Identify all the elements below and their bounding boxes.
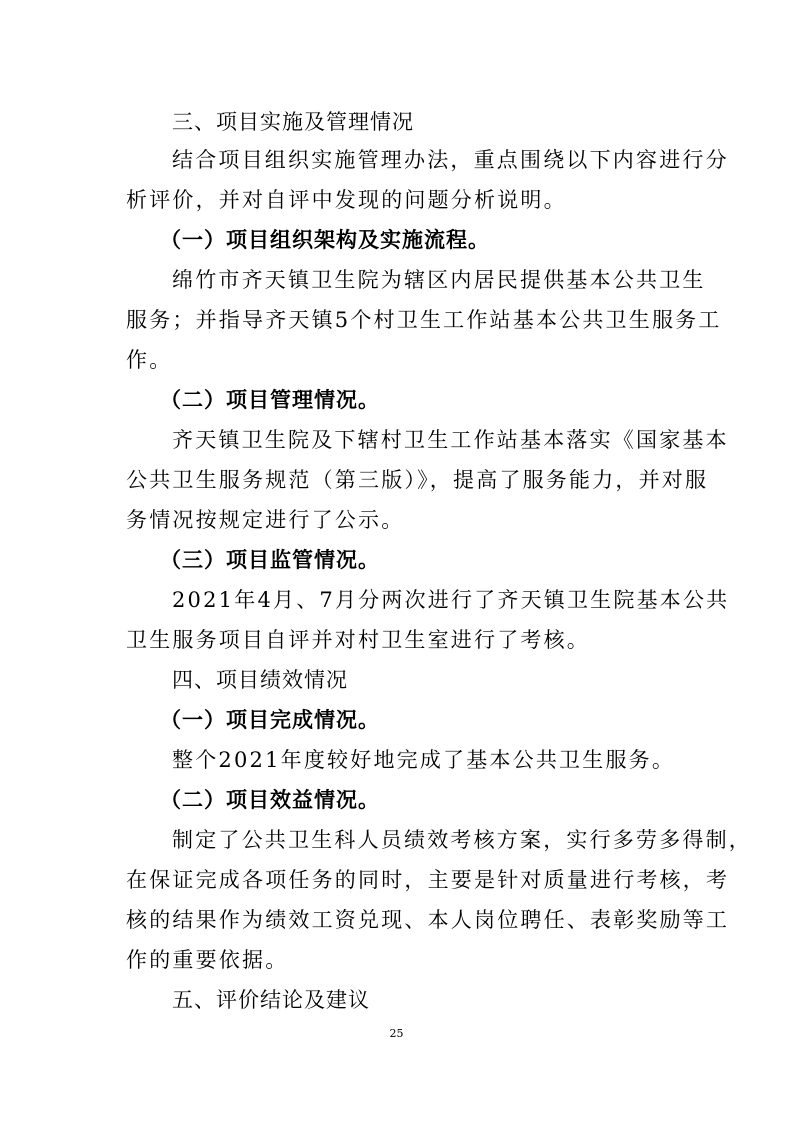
page-number: 25	[389, 1027, 404, 1040]
paragraph-line: 服务；并指导齐天镇5个村卫生工作站基本公共卫生服务工	[126, 308, 722, 332]
paragraph-line: 制定了公共卫生科人员绩效考核方案，实行多劳多得制，	[172, 828, 752, 852]
subsection-heading: （一）项目组织架构及实施流程。	[160, 228, 490, 252]
paragraph-line: 核的结果作为绩效工资兑现、本人岗位聘任、表彰奖励等工	[126, 908, 730, 932]
paragraph-line: 结合项目组织实施管理办法，重点围绕以下内容进行分	[172, 148, 729, 172]
paragraph-line: 务情况按规定进行了公示。	[126, 508, 405, 532]
paragraph-line: 作的重要依据。	[126, 948, 289, 972]
paragraph-line: 公共卫生服务规范（第三版）》，提高了服务能力，并对服	[126, 468, 709, 492]
subsection-heading: （一）项目完成情况。	[160, 708, 380, 732]
section-heading: 四、项目绩效情况	[172, 668, 348, 692]
paragraph-line: 绵竹市齐天镇卫生院为辖区内居民提供基本公共卫生	[172, 268, 706, 292]
paragraph-line: 析评价，并对自评中发现的问题分析说明。	[126, 188, 567, 212]
paragraph-line: 齐天镇卫生院及下辖村卫生工作站基本落实《国家基本	[172, 428, 729, 452]
subsection-heading: （二）项目效益情况。	[160, 788, 380, 812]
section-heading: 五、评价结论及建议	[172, 988, 370, 1012]
paragraph-line: 2021年4月、7月分两次进行了齐天镇卫生院基本公共	[172, 588, 730, 612]
paragraph-line: 整个2021年度较好地完成了基本公共卫生服务。	[172, 748, 676, 772]
paragraph-line: 卫生服务项目自评并对村卫生室进行了考核。	[126, 628, 590, 652]
section-heading: 三、项目实施及管理情况	[172, 110, 414, 134]
subsection-heading: （二）项目管理情况。	[160, 388, 380, 412]
subsection-heading: （三）项目监管情况。	[160, 548, 380, 572]
paragraph-line: 作。	[126, 348, 173, 372]
paragraph-line: 在保证完成各项任务的同时，主要是针对质量进行考核，考	[126, 868, 730, 892]
